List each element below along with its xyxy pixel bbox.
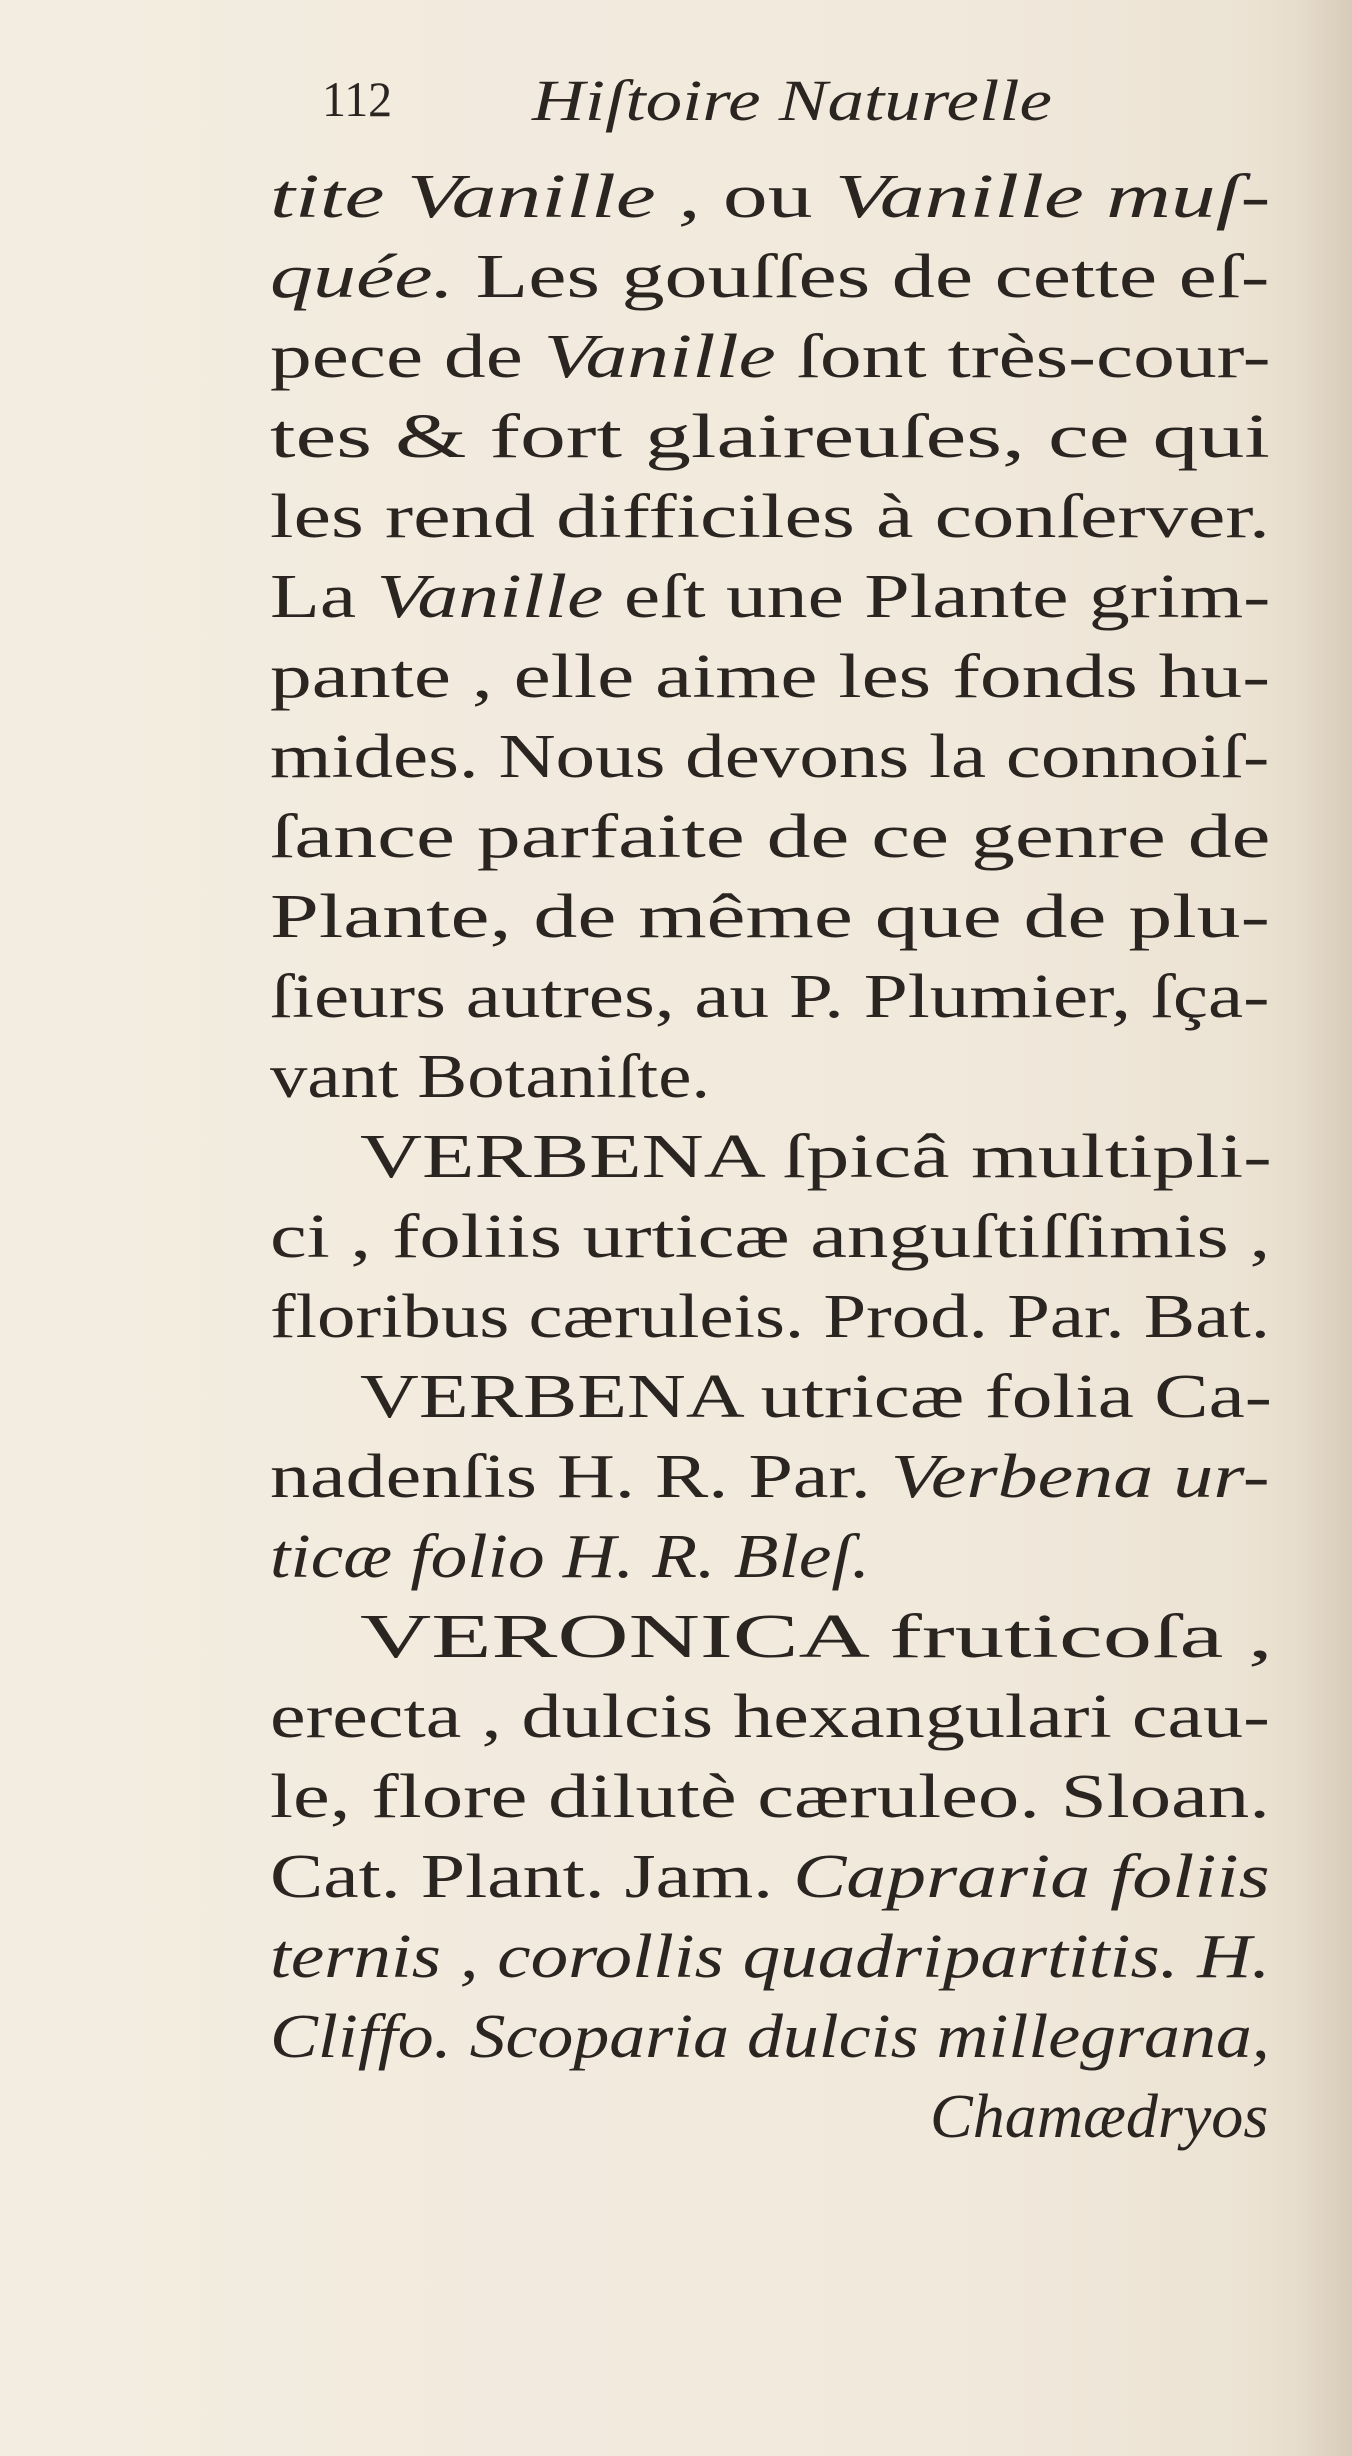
text-segment: ſieurs autres, au P. Plumier, ſça-	[270, 963, 1270, 1031]
text-line	[270, 1758, 1270, 1836]
text-line	[270, 558, 1270, 636]
text-line	[360, 1358, 1272, 1436]
text-line	[360, 1118, 1272, 1196]
text-segment: ſance parfaite de ce genre de	[270, 803, 1271, 871]
text-segment: tes & fort glaireuſes, ce qui	[270, 403, 1270, 471]
text-line	[270, 878, 1270, 956]
text-segment: ſont très-cour-	[775, 323, 1271, 391]
text-line	[270, 958, 1270, 1036]
italic-text-segment: Vanille	[376, 563, 604, 631]
page-number: 112	[322, 71, 393, 127]
text-line	[270, 1198, 1270, 1276]
text-segment: erecta , dulcis hexangulari cau-	[270, 1683, 1270, 1751]
text-line	[270, 1518, 870, 1596]
text-segment: mides. Nous devons la connoiſ-	[270, 723, 1270, 791]
text-segment: le, flore dilutè cæruleo. Sloan.	[270, 1763, 1270, 1831]
text-line	[270, 318, 1271, 396]
running-title: Hiſtoire Naturelle	[532, 68, 1052, 133]
text-segment: floribus cæruleis. Prod. Par. Bat.	[270, 1283, 1270, 1351]
italic-text-segment: Vanille muſ-	[834, 163, 1271, 231]
italic-text-segment: ternis , corollis quadripartitis. H.	[270, 1923, 1271, 1991]
text-segment: VERONICA fruticoſa ,	[360, 1603, 1273, 1671]
text-segment: les rend difficiles à conſerver.	[270, 483, 1270, 551]
text-line	[270, 238, 1269, 316]
text-segment: vant Botaniſte.	[270, 1043, 711, 1111]
italic-text-segment: ticæ folio H. R. Bleſ.	[270, 1523, 870, 1591]
text-segment: Plante, de même que de plu-	[270, 883, 1270, 951]
text-line	[270, 1038, 710, 1116]
text-segment: VERBENA utricæ folia Ca-	[360, 1363, 1272, 1431]
text-segment: nadenſis H. R. Par.	[270, 1443, 891, 1511]
text-line	[270, 478, 1270, 556]
text-segment: Cat. Plant. Jam.	[270, 1843, 794, 1911]
italic-text-segment: Cliffo. Scoparia dulcis millegrana,	[270, 2003, 1270, 2071]
text-line	[270, 1678, 1270, 1756]
text-line	[270, 398, 1270, 476]
text-segment: VERBENA ſpicâ multipli-	[360, 1123, 1272, 1191]
text-segment: Les gouſſes de cette eſ-	[454, 243, 1270, 311]
text-line	[270, 158, 1270, 236]
italic-text-segment: Chamædryos	[930, 2083, 1269, 2151]
italic-text-segment: Vanille ,	[406, 163, 701, 231]
italic-text-segment: quée.	[270, 243, 455, 311]
italic-text-segment: Verbena ur-	[890, 1443, 1270, 1511]
text-line	[270, 798, 1270, 876]
italic-text-segment: Capraria foliis	[793, 1843, 1270, 1911]
text-line	[270, 1998, 1270, 2076]
text-line	[270, 638, 1270, 716]
text-segment: ou	[700, 163, 835, 231]
text-segment: ci , foliis urticæ anguſtiſſimis ,	[270, 1203, 1271, 1271]
text-segment: pante , elle aime les fonds hu-	[270, 643, 1271, 711]
text-line	[930, 2078, 1268, 2156]
text-segment: La	[270, 563, 377, 631]
text-line	[270, 1838, 1270, 1916]
text-line	[270, 1918, 1270, 1996]
italic-text-segment: tite	[270, 163, 407, 231]
italic-text-segment: Vanille	[543, 323, 776, 391]
text-segment: eſt une Plante grim-	[603, 563, 1271, 631]
text-line	[360, 1598, 1273, 1676]
text-segment: pece de	[270, 323, 544, 391]
text-line	[270, 1278, 1270, 1356]
text-line	[270, 718, 1269, 796]
text-line	[270, 1438, 1270, 1516]
